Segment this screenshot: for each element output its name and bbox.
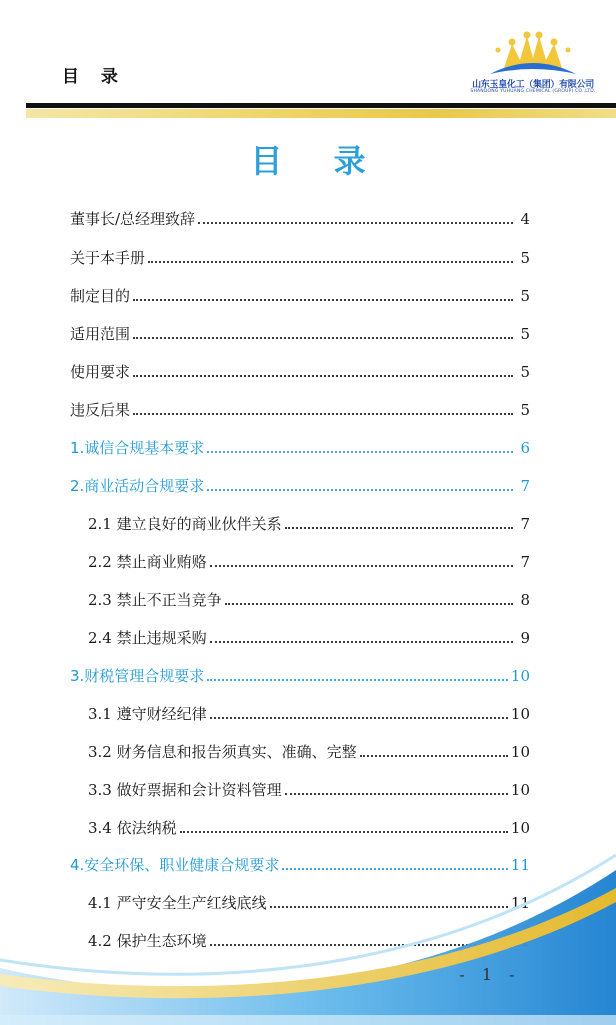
toc-item[interactable] bbox=[88, 626, 530, 650]
toc-item-page: 7 bbox=[520, 515, 530, 533]
toc-chapter[interactable] bbox=[70, 474, 530, 498]
page-title: 目 录 bbox=[250, 142, 386, 180]
header-rule-black bbox=[26, 103, 616, 108]
toc-item-page: 5 bbox=[520, 325, 530, 343]
toc-leader bbox=[207, 451, 513, 453]
toc-item-page: 11 bbox=[510, 894, 530, 912]
toc-item-page: 5 bbox=[520, 363, 530, 381]
toc-item-page: 10 bbox=[510, 743, 530, 761]
toc-item-label: 3.3 做好票据和会计资料管理 bbox=[88, 781, 282, 799]
toc-item[interactable] bbox=[70, 207, 530, 231]
toc-item-label: 3.4 依法纳税 bbox=[88, 819, 177, 837]
toc-item[interactable] bbox=[88, 550, 530, 574]
toc-item-label: 4.1 严守安全生产红线底线 bbox=[88, 894, 267, 912]
toc-item[interactable] bbox=[70, 284, 530, 308]
toc-item-label: 关于本手册 bbox=[70, 249, 146, 267]
toc-leader bbox=[133, 375, 513, 377]
toc-chapter[interactable] bbox=[70, 436, 530, 460]
toc-item[interactable] bbox=[88, 512, 530, 536]
toc-item-page: 10 bbox=[510, 781, 530, 799]
toc-item-label: 适用范围 bbox=[70, 325, 131, 343]
crown-icon bbox=[470, 30, 596, 78]
toc-item-label: 2.3 禁止不正当竞争 bbox=[88, 591, 222, 609]
toc-item-page: 5 bbox=[520, 287, 530, 305]
toc-leader bbox=[148, 261, 513, 263]
toc-item[interactable] bbox=[88, 778, 530, 802]
toc-item-page: 11 bbox=[510, 856, 530, 874]
toc-leader bbox=[133, 337, 513, 339]
toc-item-label: 3.财税管理合规要求 bbox=[70, 667, 205, 685]
footer-wave-decoration bbox=[0, 850, 616, 1025]
toc-item[interactable] bbox=[70, 322, 530, 346]
toc-leader bbox=[360, 755, 508, 757]
company-logo bbox=[470, 30, 596, 100]
toc-item-label: 2.4 禁止违规采购 bbox=[88, 629, 207, 647]
toc-item[interactable] bbox=[88, 816, 530, 840]
logo-company-name-en: SHANDONG YUHUANG CHEMICAL (GROUP) CO.,LTD. bbox=[470, 89, 596, 94]
toc-item-page: 9 bbox=[520, 629, 530, 647]
toc-item-label: 2.1 建立良好的商业伙伴关系 bbox=[88, 515, 282, 533]
toc-leader bbox=[207, 679, 508, 681]
toc-leader bbox=[210, 641, 513, 643]
toc-leader bbox=[198, 222, 513, 224]
toc-leader bbox=[210, 717, 508, 719]
toc-item-label: 董事长/总经理致辞 bbox=[70, 210, 196, 228]
toc-item-page: 7 bbox=[520, 477, 530, 495]
header-rule-gold bbox=[26, 109, 616, 118]
toc-leader bbox=[210, 565, 513, 567]
toc-chapter[interactable] bbox=[70, 664, 530, 688]
toc-item-page: 10 bbox=[510, 705, 530, 723]
toc-item-label: 使用要求 bbox=[70, 363, 131, 381]
toc-item[interactable] bbox=[70, 246, 530, 270]
toc-item-page: 10 bbox=[510, 667, 530, 685]
toc-leader bbox=[285, 527, 513, 529]
page-number: - 1 - bbox=[459, 965, 521, 984]
toc-leader bbox=[133, 413, 513, 415]
toc-item-label: 3.1 遵守财经纪律 bbox=[88, 705, 207, 723]
toc-item[interactable] bbox=[88, 588, 530, 612]
toc-item-label: 违反后果 bbox=[70, 401, 131, 419]
toc-item-label: 4.安全环保、职业健康合规要求 bbox=[70, 856, 280, 874]
toc-leader bbox=[133, 299, 513, 301]
toc-leader bbox=[285, 793, 508, 795]
toc-item-page: 8 bbox=[520, 591, 530, 609]
toc-item-page: 4 bbox=[520, 210, 530, 228]
toc-item-page: 6 bbox=[520, 439, 530, 457]
toc-item-label: 2.2 禁止商业贿赂 bbox=[88, 553, 207, 571]
toc-item-label: 2.商业活动合规要求 bbox=[70, 477, 205, 495]
logo-company-name: 山东玉皇化工（集团）有限公司 bbox=[472, 80, 594, 90]
toc-leader bbox=[207, 489, 513, 491]
toc-item-page: 5 bbox=[520, 401, 530, 419]
toc-item-label: 制定目的 bbox=[70, 287, 131, 305]
toc-item-label: 1.诚信合规基本要求 bbox=[70, 439, 205, 457]
toc-item[interactable] bbox=[70, 360, 530, 384]
toc-item-page: 10 bbox=[510, 819, 530, 837]
toc-item[interactable] bbox=[88, 740, 530, 764]
toc-item-page: 5 bbox=[520, 249, 530, 267]
toc-item[interactable] bbox=[70, 398, 530, 422]
toc-item-label: 4.2 保护生态环境 bbox=[88, 932, 207, 950]
toc-leader bbox=[180, 831, 508, 833]
toc-item-label: 3.2 财务信息和报告须真实、准确、完整 bbox=[88, 743, 357, 761]
toc-leader bbox=[225, 603, 513, 605]
toc-item-page: 7 bbox=[520, 553, 530, 571]
toc-item[interactable] bbox=[88, 702, 530, 726]
header-title: 目 录 bbox=[62, 67, 126, 87]
